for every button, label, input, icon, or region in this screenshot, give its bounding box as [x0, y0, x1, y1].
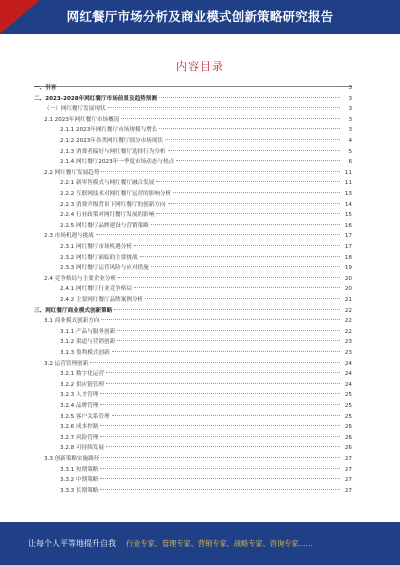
toc-entry-title: 3.1.1 产品与服务创新: [60, 328, 116, 335]
toc-leader-dots: [106, 446, 340, 447]
toc-entry-page: 16: [344, 222, 352, 229]
toc-heading: 内容目录: [176, 60, 224, 73]
toc-entry-title: 3.1 商业模式创新方向: [44, 318, 100, 325]
toc-entry[interactable]: [60, 243, 352, 251]
toc-entry[interactable]: [60, 296, 352, 304]
toc-leader-dots: [58, 86, 340, 87]
toc-entry-title: 3.1.2 渠道与营销创新: [60, 339, 116, 346]
toc-entry[interactable]: [44, 169, 352, 177]
toc-entry[interactable]: [34, 84, 352, 92]
toc-entry-title: 2.3.2 网红餐厅面临的主要挑战: [60, 254, 138, 261]
toc-leader-dots: [100, 404, 340, 405]
toc-entry-title: 3.2.5 客户关系管理: [60, 413, 110, 420]
toc-entry-title: 3.2.2 供应链管理: [60, 381, 104, 388]
toc-leader-dots: [134, 287, 340, 288]
toc-entry[interactable]: [44, 360, 352, 368]
toc-leader-dots: [159, 128, 340, 129]
toc-entry-title: 3.3 创新策略实施路径: [44, 456, 100, 462]
toc-entry-page: 26: [344, 424, 352, 431]
toc-leader-dots: [165, 139, 340, 140]
toc-entry-page: 5: [348, 148, 352, 155]
toc-entry[interactable]: [60, 179, 352, 187]
toc-leader-dots: [168, 203, 340, 204]
toc-entry-title: 一、引言: [34, 85, 57, 91]
toc-entry-title: 2.1.2 2023年各类网红餐厅细分市场现状: [60, 138, 163, 144]
toc-entry-page: 25: [344, 403, 352, 409]
toc-entry[interactable]: [60, 444, 352, 452]
toc-entry-title: 3.2.6 成本控制: [60, 424, 99, 431]
toc-entry[interactable]: [60, 158, 352, 166]
toc-entry[interactable]: [34, 95, 352, 103]
toc-entry-page: 23: [344, 339, 352, 346]
toc-entry-title: 2.1.1 2023年网红餐厅市场规模与增长: [60, 127, 158, 134]
toc-entry-page: 17: [344, 244, 352, 250]
toc-leader-dots: [159, 97, 340, 98]
toc-entry[interactable]: [60, 254, 352, 262]
toc-leader-dots: [114, 309, 340, 310]
toc-entry-page: 19: [344, 265, 352, 272]
toc-leader-dots: [101, 319, 340, 320]
toc-entry-title: 2.1.4 网红餐厅2023年一季度市场动态与热点: [60, 159, 175, 166]
toc-entry-page: 3: [348, 85, 352, 91]
toc-entry-title: 2.1.3 消费者偏好与网红餐厅选择行为分析: [60, 148, 166, 155]
toc-entry-page: 3: [348, 127, 352, 134]
toc-entry-title: 2.3.3 网红餐厅运营风险与应对措施: [60, 265, 149, 272]
toc-entry-title: 2.3 市场机遇与挑战: [44, 233, 94, 240]
toc-entry[interactable]: [60, 222, 352, 230]
toc-entry-title: 3.1.3 盈利模式创新: [60, 350, 110, 356]
toc-entry-page: 13: [344, 191, 352, 197]
toc-entry-title: 3.2 运营管理创新: [44, 360, 89, 367]
toc-entry-title: 3.3.3 长期策略: [60, 487, 99, 494]
toc-entry-page: 27: [344, 477, 352, 484]
toc-entry-page: 25: [344, 392, 352, 399]
toc-entry[interactable]: [60, 137, 352, 145]
toc-leader-dots: [140, 256, 340, 257]
toc-entry[interactable]: [60, 285, 352, 293]
toc-entry[interactable]: [60, 264, 352, 272]
toc-leader-dots: [100, 425, 340, 426]
toc-leader-dots: [101, 457, 340, 458]
toc-entry-title: 2.1 2023年网红餐厅市场概况: [44, 116, 120, 123]
toc-entry[interactable]: [60, 391, 352, 399]
toc-entry-title: 2.2.1 新零售模式与网红餐厅融合发展: [60, 180, 155, 187]
toc-leader-dots: [176, 160, 340, 161]
toc-entry-page: 23: [344, 350, 352, 356]
toc-entry[interactable]: [60, 190, 352, 198]
toc-leader-dots: [156, 213, 340, 214]
toc-entry-page: 24: [344, 360, 352, 367]
toc-entry-page: 6: [348, 159, 352, 166]
toc-entry-title: 3.3.2 中期策略: [60, 477, 99, 484]
toc-entry[interactable]: [60, 381, 352, 389]
footer-tags: 行业专家、管理专家、营销专家、战略专家、咨询专家……: [126, 539, 313, 548]
toc-leader-dots: [96, 234, 340, 235]
toc-entry-title: 3.3.1 短期策略: [60, 466, 99, 473]
toc-entry-page: 4: [348, 138, 352, 144]
toc-leader-dots: [100, 489, 340, 490]
toc-entry-page: 24: [344, 381, 352, 388]
toc-entry[interactable]: [60, 466, 352, 474]
toc-entry-page: 24: [344, 371, 352, 378]
toc-entry-title: 2.2 网红餐厅发展趋势: [44, 169, 100, 176]
toc-entry-page: 20: [344, 275, 352, 282]
toc-leader-dots: [151, 224, 340, 225]
toc-entry[interactable]: [60, 148, 352, 156]
toc-entry[interactable]: [60, 402, 352, 410]
toc-entry[interactable]: [60, 126, 352, 134]
toc-leader-dots: [100, 478, 340, 479]
toc-entry[interactable]: [60, 487, 352, 495]
toc-entry-page: 22: [344, 318, 352, 325]
toc-entry-title: 2.2.5 网红餐厅品牌建设与营销策略: [60, 222, 149, 229]
toc-entry[interactable]: [44, 455, 352, 463]
toc-entry-page: 27: [344, 487, 352, 494]
toc-leader-dots: [156, 181, 340, 182]
toc-leader-dots: [134, 245, 340, 246]
toc-entry-page: 3: [348, 95, 352, 102]
toc-entry-title: 2.4.2 主要网红餐厅品牌案例分析: [60, 297, 144, 303]
toc-entry[interactable]: [60, 370, 352, 378]
toc-leader-dots: [106, 383, 340, 384]
header-bar: [0, 0, 400, 34]
toc-leader-dots: [106, 372, 340, 373]
toc-entry[interactable]: [44, 232, 352, 240]
toc-leader-dots: [90, 362, 340, 363]
document-title: 网红餐厅市场分析及商业模式创新策略研究报告: [66, 9, 334, 24]
toc-entry[interactable]: [60, 338, 352, 346]
toc-entry[interactable]: [60, 476, 352, 484]
toc-leader-dots: [100, 468, 340, 469]
toc-entry-title: 3.2.8 可持续发展: [60, 445, 104, 452]
toc-entry-page: 27: [344, 456, 352, 462]
toc-entry[interactable]: [44, 116, 352, 124]
toc-entry[interactable]: [60, 413, 352, 421]
toc-leader-dots: [108, 107, 340, 108]
toc-leader-dots: [173, 192, 340, 193]
toc-leader-dots: [117, 340, 340, 341]
toc-leader-dots: [168, 150, 340, 151]
toc-entry-title: 3.2.4 品牌管理: [60, 403, 99, 409]
toc-entry-page: 21: [344, 297, 352, 303]
toc-entry[interactable]: [60, 423, 352, 431]
toc-entry-title: 2.2.4 行业政策对网红餐厅发展的影响: [60, 212, 155, 219]
toc-leader-dots: [100, 393, 340, 394]
toc-entry-title: 三、网红餐厅商业模式创新策略: [34, 307, 113, 314]
toc-entry[interactable]: [44, 275, 352, 283]
toc-entry-page: 26: [344, 445, 352, 452]
toc-entry-title: 2.3.1 网红餐厅市场机遇分析: [60, 244, 132, 250]
toc-entry-page: 17: [344, 233, 352, 240]
toc-entry-title: 2.2.2 互联网技术对网红餐厅运营的影响分析: [60, 191, 172, 197]
toc-entry[interactable]: [60, 211, 352, 219]
toc-entry-page: 22: [344, 307, 352, 314]
toc-leader-dots: [145, 298, 340, 299]
toc-leader-dots: [118, 277, 340, 278]
toc-entry[interactable]: [44, 317, 352, 325]
toc-leader-dots: [121, 118, 340, 119]
toc-entry-page: 3: [348, 106, 352, 113]
toc-entry-page: 25: [344, 413, 352, 420]
toc-entry[interactable]: [60, 201, 352, 209]
toc-entry-page: 18: [344, 254, 352, 261]
toc-entry-page: 20: [344, 286, 352, 293]
toc-entry-title: 2.4 竞争格局与主要企业分析: [44, 275, 117, 282]
toc-entry-title: （一）网红餐厅发展现状: [44, 106, 106, 113]
toc-entry-page: 15: [344, 212, 352, 219]
toc-entry-title: 3.2.1 数字化运营: [60, 371, 104, 378]
toc-entry-page: 22: [344, 328, 352, 335]
toc-entry-page: 11: [344, 180, 352, 187]
toc-leader-dots: [112, 351, 340, 352]
toc-entry-title: 3.2.7 风险管理: [60, 434, 99, 441]
toc-entry-page: 26: [344, 434, 352, 441]
toc-entry[interactable]: [60, 328, 352, 336]
toc-leader-dots: [112, 415, 340, 416]
toc-leader-dots: [101, 171, 340, 172]
toc-leader-dots: [117, 330, 340, 331]
toc-entry-title: 2.4.1 网红餐厅行业竞争格局: [60, 286, 132, 293]
toc-entry[interactable]: [60, 349, 352, 357]
toc-entry-page: 3: [348, 116, 352, 123]
toc-entry-page: 27: [344, 466, 352, 473]
toc-entry[interactable]: [34, 307, 352, 315]
toc-entry-title: 2.2.3 消费升级背景下网红餐厅的创新方向: [60, 201, 166, 208]
toc-leader-dots: [151, 266, 340, 267]
table-of-contents: [0, 84, 400, 504]
toc-entry[interactable]: [60, 434, 352, 442]
footer-slogan: 让每个人平等地提升自我: [28, 539, 116, 548]
toc-entry-title: 二、2023-2028年网红餐厅市场前景及趋势预测: [34, 95, 157, 102]
toc-entry-title: 3.2.3 人才管理: [60, 392, 99, 399]
toc-entry-page: 11: [344, 169, 352, 176]
toc-leader-dots: [100, 436, 340, 437]
toc-entry-page: 14: [344, 201, 352, 208]
toc-entry[interactable]: [44, 105, 352, 113]
